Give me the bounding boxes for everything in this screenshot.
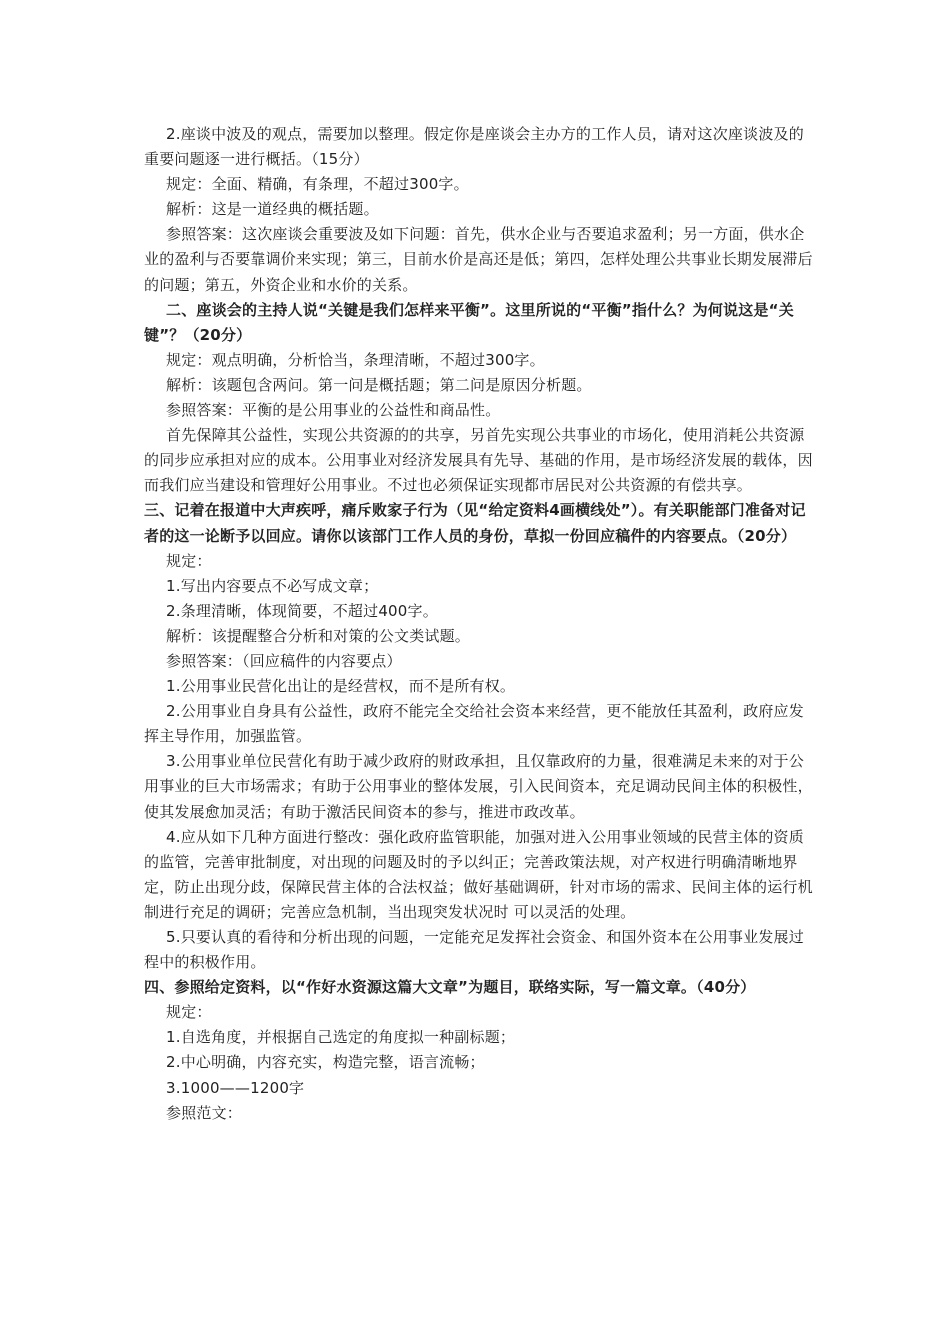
question-2-answer: 参照答案：这次座谈会重要波及如下问题：首先，供水企业与否要追求盈利；另一方面，供水企业的盈利与否要靠调价来实现；第三，目前水价是高还是低；第四，怎样处理公共事业长期发展滞后的问题；第五，外资企业和水价的关系。 — [144, 225, 813, 294]
section-2-analysis: 解析：该题包含两问。第一问是概括题；第二问是原因分析题。 — [166, 375, 592, 394]
document-page — [144, 122, 814, 1126]
section-4-requirement-1: 1.自选角度，并根据自己选定的角度拟一种副标题； — [166, 1028, 516, 1047]
question-2-analysis: 解析：这是一道经典的概括题。 — [166, 200, 379, 219]
section-3-requirement-2: 2.条理清晰，体现简要，不超过400字。 — [166, 601, 438, 620]
section-3-requirement-label: 规定： — [166, 551, 212, 570]
section-4-requirement-2: 2.中心明确，内容充实，构造完整，语言流畅； — [166, 1053, 485, 1072]
section-2-answer-body: 首先保障其公益性，实现公共资源的的共享，另首先实现公共事业的市场化，使用消耗公共资源的同步应承担对应的成本。公用事业对经济发展具有先导、基础的作用，是市场经济发展的载体，因而我们应当建设和管理好公用事业。不过也必须保证实现都市居民对公共资源的有偿共享。 — [144, 426, 813, 495]
section-2-answer: 参照答案：平衡的是公用事业的公益性和商品性。 — [166, 401, 501, 420]
section-4-requirement-label: 规定： — [166, 1003, 212, 1022]
section-3-answer-point-2: 2.公用事业自身具有公益性，政府不能完全交给社会资本来经营，更不能放任其盈利，政府应发挥主导作用，加强监管。 — [144, 702, 804, 746]
section-3-answer-point-4: 4.应从如下几种方面进行整改：强化政府监管职能，加强对进入公用事业领域的民营主体的资质的监管，完善审批制度，对出现的问题及时的予以纠正；完善政策法规，对产权进行明确清晰地界定，防止出现分歧，保障民营主体的合法权益；做好基础调研，针对市场的需求、民间主体的运行机制进行充足的调研；完善应急机制，当出现突发状况时 可以灵活的处理。 — [144, 827, 813, 921]
section-2-requirement: 规定：观点明确，分析恰当，条理清晰，不超过300字。 — [166, 350, 545, 369]
section-3-heading: 三、记着在报道中大声疾呼，痛斥败家子行为（见“给定资料4画横线处”）。有关职能部门准备对记者的这一论断予以回应。请你以该部门工作人员的身份，草拟一份回应稿件的内容要点。（20分） — [144, 501, 806, 545]
section-4-requirement-3: 3.1000——1200字 — [166, 1078, 305, 1097]
section-3-requirement-1: 1.写出内容要点不必写成文章； — [166, 576, 379, 595]
section-3-answer-point-5: 5.只要认真的看待和分析出现的问题，一定能充足发挥社会资金、和国外资本在公用事业发展过程中的积极作用。 — [144, 928, 804, 972]
section-4-sample-label: 参照范文： — [166, 1103, 243, 1122]
section-3-answer-label: 参照答案：（回应稿件的内容要点） — [166, 651, 402, 670]
section-4-heading: 四、参照给定资料，以“作好水资源这篇大文章”为题目，联络实际，写一篇文章。（40分） — [144, 978, 756, 997]
section-3-answer-point-3: 3.公用事业单位民营化有助于减少政府的财政承担，且仅靠政府的力量，很难满足未来的对于公用事业的巨大市场需求；有助于公用事业的整体发展，引入民间资本，充足调动民间主体的积极性，使其发展愈加灵活；有助于激活民间资本的参与，推进市政改革。 — [144, 752, 813, 821]
section-2-heading: 二、座谈会的主持人说“关键是我们怎样来平衡”。这里所说的“平衡”指什么？为何说这是“关键”？（20分） — [144, 300, 794, 344]
question-2-requirement: 规定：全面、精确，有条理，不超过300字。 — [166, 175, 469, 194]
question-2-prompt: 2.座谈中波及的观点，需要加以整理。假定你是座谈会主办方的工作人员，请对这次座谈波及的重要问题逐一进行概括。（15分） — [144, 125, 804, 169]
section-3-analysis: 解析：该提醒整合分析和对策的公文类试题。 — [166, 626, 471, 645]
section-3-answer-point-1: 1.公用事业民营化出让的是经营权，而不是所有权。 — [166, 677, 516, 696]
